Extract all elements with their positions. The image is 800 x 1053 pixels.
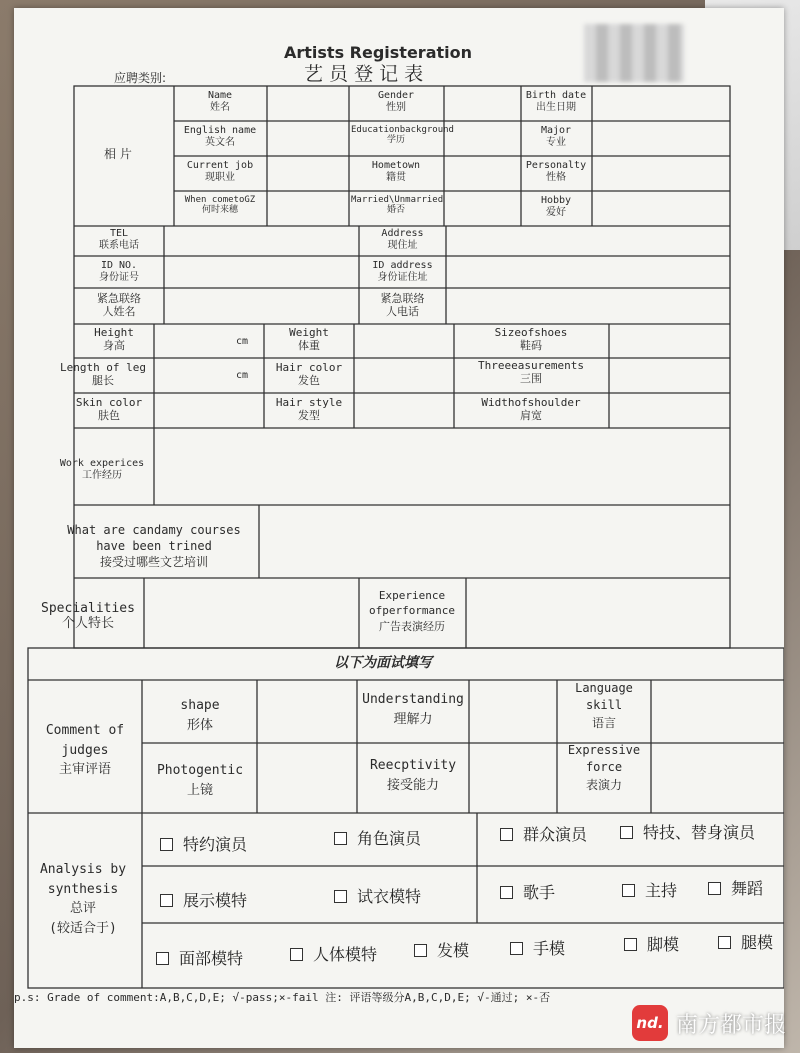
option-fitting-model[interactable]: 试衣模特 [334, 884, 421, 907]
option-singer[interactable]: 歌手 [500, 880, 555, 903]
checkbox-icon[interactable] [624, 938, 637, 951]
title-english: Artists Registeration [284, 43, 473, 62]
publisher-watermark [632, 1005, 786, 1041]
emergency-name-label: 紧急联络 人姓名 [97, 292, 141, 318]
language-skill-label: Language skill 语言 [575, 681, 633, 730]
height-unit: cm [236, 336, 249, 347]
grading-footnote: p.s: Grade of comment:A,B,C,D,E; √-pass;×-fail 注: 评语等级分A,B,C,D,E; √-通过; ×-否 [14, 991, 551, 1004]
blurred-redaction [584, 24, 684, 82]
registration-form [14, 8, 784, 1048]
current-job-label: Current job 现职业 [186, 160, 254, 183]
option-display-model[interactable]: 展示模特 [160, 888, 247, 911]
work-experience-label: Work experices 工作经历 [59, 458, 145, 481]
checkbox-icon[interactable] [620, 826, 633, 839]
training-courses-label: What are candamy courses have been trined 接受过哪些文艺培训 [67, 523, 241, 570]
id-no-label: ID NO. 身份证号 [99, 260, 139, 283]
newspaper-name: 南方都市报 [675, 1012, 786, 1038]
height-label: Height 身高 [94, 326, 134, 352]
receptivity-label: Reecptivity 接受能力 [369, 758, 457, 793]
expressive-force-label: Expressive force 表演力 [567, 743, 641, 792]
checkbox-icon[interactable] [160, 894, 173, 907]
checkbox-icon[interactable] [160, 838, 173, 851]
hobby-label: Hobby 爱好 [540, 195, 572, 218]
checkbox-icon[interactable] [500, 828, 513, 841]
weight-label: Weight 体重 [289, 326, 329, 352]
option-role-actor[interactable]: 角色演员 [334, 826, 421, 849]
checkbox-icon[interactable] [500, 886, 513, 899]
leg-length-label: Length of leg 腿长 [59, 361, 147, 387]
interview-section-header: 以下为面试填写 [334, 655, 432, 671]
option-hand-model[interactable]: 手模 [510, 936, 565, 959]
shoulder-width-label: Widthofshoulder 肩宽 [481, 396, 581, 422]
skin-color-label: Skin color 肤色 [75, 396, 143, 422]
hair-style-label: Hair style 发型 [275, 396, 343, 422]
option-hair-model[interactable]: 发模 [414, 938, 469, 961]
when-come-label: When cometoGZ 何时来穗 [184, 195, 256, 216]
shape-label: shape 形体 [180, 698, 220, 733]
id-address-label: ID address 身份证住址 [372, 260, 433, 283]
option-dance[interactable]: 舞蹈 [708, 876, 763, 899]
hometown-label: Hometown 籍贯 [371, 160, 421, 183]
hair-color-label: Hair color 发色 [275, 361, 343, 387]
checkbox-icon[interactable] [156, 952, 169, 965]
category-label: 应聘类别: [114, 71, 167, 85]
option-extra-actor[interactable]: 群众演员 [500, 822, 587, 845]
checkbox-icon[interactable] [334, 832, 347, 845]
married-label: Married\Unmarried 婚否 [351, 195, 444, 216]
address-label: Address 现住址 [381, 228, 424, 251]
option-host[interactable]: 主持 [622, 878, 677, 901]
english-name-label: English name 英文名 [183, 125, 257, 148]
checkbox-icon[interactable] [414, 944, 427, 957]
shoe-size-label: Sizeofshoes 鞋码 [494, 326, 568, 352]
measurements-label: Threeeasurements 三围 [478, 359, 584, 385]
option-leg-model[interactable]: 腿模 [718, 930, 773, 953]
option-foot-model[interactable]: 脚模 [624, 932, 679, 955]
gender-label: Gender 性别 [377, 90, 415, 113]
name-label: Name 姓名 [207, 90, 233, 113]
education-label: Educationbackground 学历 [351, 125, 454, 146]
performance-experience-label: Experience ofperformance 广告表演经历 [368, 589, 456, 633]
judges-comment-label: Comment of judges 主审评语 [45, 723, 125, 777]
understanding-label: Understanding 理解力 [362, 692, 464, 727]
checkbox-icon[interactable] [510, 942, 523, 955]
option-special-actor[interactable]: 特约演员 [160, 832, 247, 855]
checkbox-icon[interactable] [290, 948, 303, 961]
checkbox-icon[interactable] [334, 890, 347, 903]
tel-label: TEL 联系电话 [99, 228, 139, 251]
checkbox-icon[interactable] [718, 936, 731, 949]
title-chinese: 艺 员 登 记 表 [304, 63, 424, 85]
option-stunt-double[interactable]: 特技、替身演员 [620, 820, 755, 843]
checkbox-icon[interactable] [622, 884, 635, 897]
major-label: Major 专业 [540, 125, 572, 148]
photo-label: 相 片 [104, 147, 132, 161]
personality-label: Personalty 性格 [525, 160, 587, 183]
photogenic-label: Photogentic 上镜 [156, 763, 244, 798]
synthesis-label: Analysis by synthesis 总评 (较适合于) [39, 862, 127, 936]
newspaper-logo-icon: nd. [632, 1005, 668, 1041]
option-body-model[interactable]: 人体模特 [290, 942, 377, 965]
emergency-tel-label: 紧急联络 人电话 [380, 292, 425, 318]
specialities-label: Specialities 个人特长 [41, 601, 135, 631]
option-face-model[interactable]: 面部模特 [156, 946, 243, 969]
checkbox-icon[interactable] [708, 882, 721, 895]
birth-date-label: Birth date 出生日期 [525, 90, 587, 113]
leg-unit: cm [236, 370, 249, 381]
